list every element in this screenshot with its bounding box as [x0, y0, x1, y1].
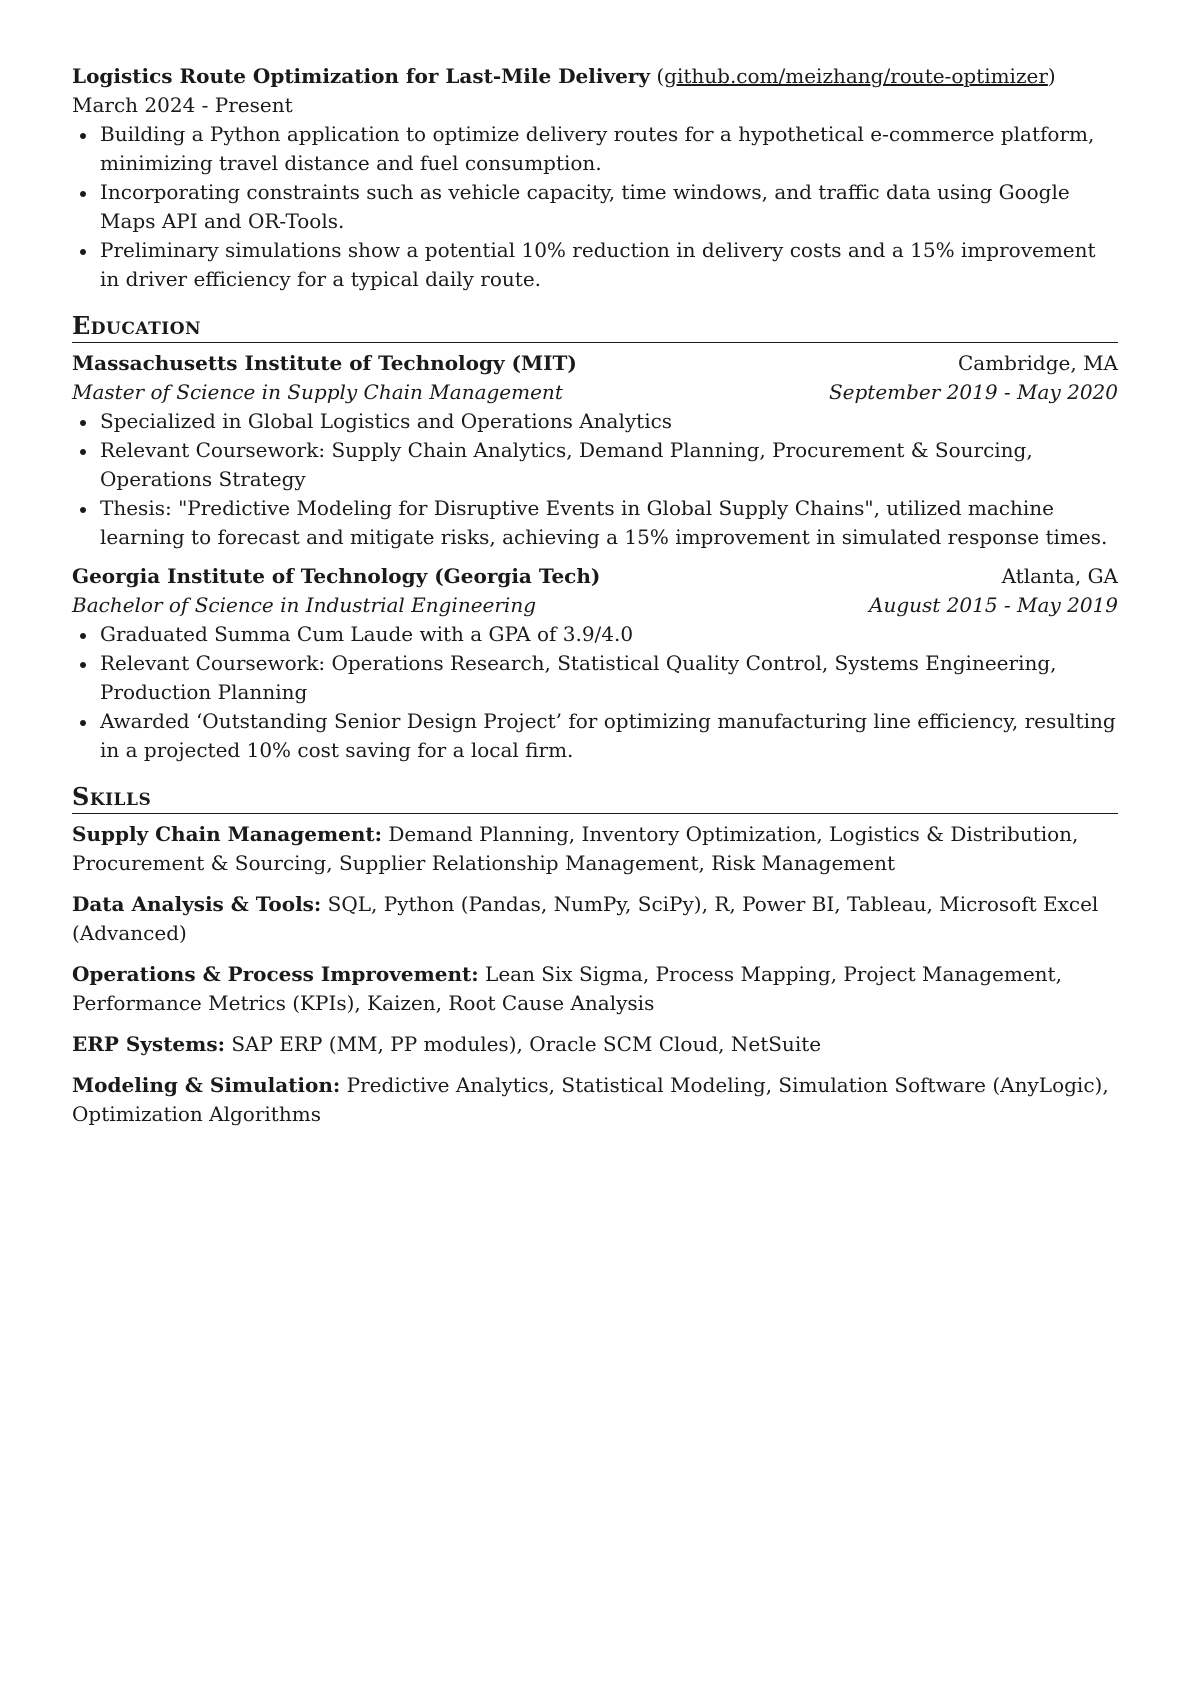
dates: August 2015 - May 2019	[869, 593, 1118, 617]
degree: Master of Science in Supply Chain Management	[72, 380, 563, 404]
skills-heading: Skills	[72, 782, 1118, 814]
dates: September 2019 - May 2020	[828, 380, 1118, 404]
education-bullets	[72, 407, 1118, 552]
project-title: Logistics Route Optimization for Last-Mile Delivery	[72, 64, 650, 88]
project-entry	[72, 62, 1118, 294]
entry-row	[72, 591, 1118, 620]
project-link[interactable]: github.com/meizhang/route-optimizer	[664, 64, 1048, 88]
bullet-item: Relevant Coursework: Supply Chain Analytics, Demand Planning, Procurement & Sourcing, Operations Strategy	[72, 436, 1118, 494]
school-location: Atlanta, GA	[1001, 564, 1118, 588]
education-bullets	[72, 620, 1118, 765]
education-entry	[72, 349, 1118, 552]
bullet-item: Awarded ‘Outstanding Senior Design Project’ for optimizing manufacturing line efficiency, resulting in a projected 10% cost saving for a local firm.	[72, 707, 1118, 765]
project-header	[72, 62, 1118, 120]
school-name: Massachusetts Institute of Technology (MIT)	[72, 351, 577, 375]
entry-row	[72, 349, 1118, 378]
skill-label: Data Analysis & Tools:	[72, 892, 322, 916]
bullet-item: Graduated Summa Cum Laude with a GPA of 3.9/4.0	[72, 620, 1118, 649]
skill-row	[72, 1071, 1118, 1129]
entry-row	[72, 562, 1118, 591]
skill-text: Lean Six Sigma, Process Mapping, Project Management, Performance Metrics (KPIs), Kaizen, Root Cause Analysis	[72, 962, 1062, 1015]
skill-label: Operations & Process Improvement:	[72, 962, 479, 986]
project-date: March 2024 - Present	[72, 93, 293, 117]
degree: Bachelor of Science in Industrial Engineering	[72, 593, 537, 617]
bullet-item: Building a Python application to optimize delivery routes for a hypothetical e-commerce platform, minimizing travel distance and fuel consumption.	[72, 120, 1118, 178]
skill-text: SQL, Python (Pandas, NumPy, SciPy), R, Power BI, Tableau, Microsoft Excel (Advanced)	[72, 892, 1099, 945]
skill-text: Predictive Analytics, Statistical Modeling, Simulation Software (AnyLogic), Optimization Algorithms	[72, 1073, 1109, 1126]
skill-label: ERP Systems:	[72, 1032, 225, 1056]
bullet-item: Preliminary simulations show a potential 10% reduction in delivery costs and a 15% improvement in driver efficiency for a typical daily route.	[72, 236, 1118, 294]
skill-row	[72, 1030, 1118, 1059]
bullet-item: Incorporating constraints such as vehicle capacity, time windows, and traffic data using Google Maps API and OR-Tools.	[72, 178, 1118, 236]
link-open-paren: (	[656, 64, 665, 88]
bullet-item: Thesis: "Predictive Modeling for Disruptive Events in Global Supply Chains", utilized machine learning to forecast and mitigate risks, achieving a 15% improvement in simulated response times.	[72, 494, 1118, 552]
school-name: Georgia Institute of Technology (Georgia Tech)	[72, 564, 601, 588]
resume-page	[72, 62, 1118, 1141]
skill-label: Modeling & Simulation:	[72, 1073, 341, 1097]
bullet-item: Relevant Coursework: Operations Research, Statistical Quality Control, Systems Engineering, Production Planning	[72, 649, 1118, 707]
skill-row	[72, 890, 1118, 948]
skill-label: Supply Chain Management:	[72, 822, 383, 846]
education-entry	[72, 562, 1118, 765]
skill-row	[72, 820, 1118, 878]
skill-row	[72, 960, 1118, 1018]
school-location: Cambridge, MA	[957, 351, 1118, 375]
skill-text: Demand Planning, Inventory Optimization, Logistics & Distribution, Procurement & Sourcing, Supplier Relationship Management, Risk Management	[72, 822, 1079, 875]
skill-text: SAP ERP (MM, PP modules), Oracle SCM Cloud, NetSuite	[231, 1032, 822, 1056]
education-heading: Education	[72, 311, 1118, 343]
project-bullets	[72, 120, 1118, 294]
link-close-paren: )	[1047, 64, 1056, 88]
bullet-item: Specialized in Global Logistics and Operations Analytics	[72, 407, 1118, 436]
entry-row	[72, 378, 1118, 407]
